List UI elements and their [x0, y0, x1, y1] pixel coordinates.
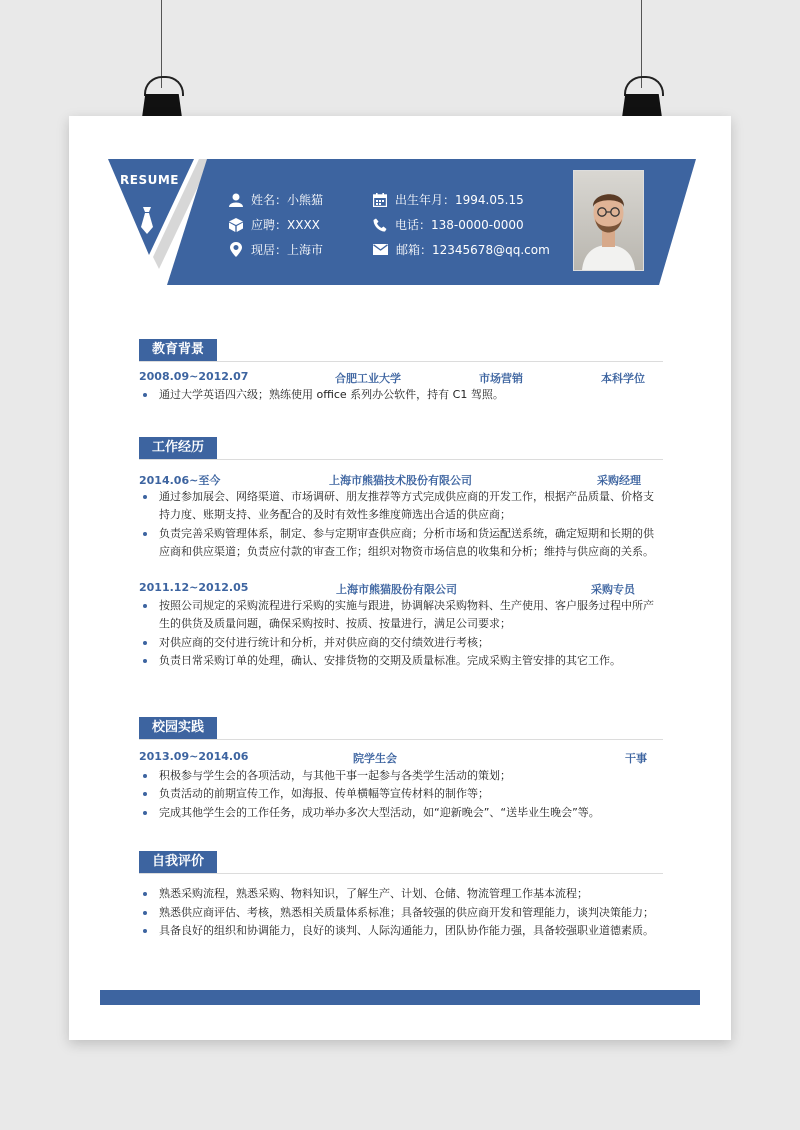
job-bullet: 负责完善采购管理体系，制定、参与定期审查供应商；分析市场和货运配送系统，确定短期和长期的供应商和供应渠道；负责应付款的审查工作；组织对物资市场信息的收集和分析；维持与供应商的关系。	[141, 525, 661, 560]
location-pin-icon	[229, 242, 243, 257]
necktie-icon	[138, 207, 156, 235]
campus-row	[139, 750, 659, 766]
section-title-work: 工作经历	[139, 437, 217, 459]
self-bullet: 具备良好的组织和协调能力，良好的谈判、人际沟通能力，团队协作能力强，具备较强职业道德素质。	[141, 922, 661, 940]
job-position: 采购经理	[597, 474, 641, 487]
info-name	[229, 191, 323, 208]
section-title-campus: 校园实践	[139, 717, 217, 739]
job-date: 2014.06~至今	[139, 474, 221, 487]
name-text: 姓名：小熊猫	[251, 193, 324, 207]
education-major: 市场营销	[479, 372, 523, 385]
info-apply	[229, 216, 320, 233]
campus-date: 2013.09~2014.06	[139, 750, 249, 763]
education-degree: 本科学位	[601, 372, 645, 385]
job-company: 上海市熊猫股份有限公司	[336, 583, 457, 596]
job-position: 采购专员	[591, 583, 635, 596]
campus-org: 院学生会	[353, 752, 397, 765]
job-bullet: 负责日常采购订单的处理，确认、安排货物的交期及质量标准。完成采购主管安排的其它工作。	[141, 652, 661, 670]
education-date: 2008.09~2012.07	[139, 370, 249, 383]
calendar-icon	[373, 193, 387, 207]
education-bullet: 通过大学英语四六级；熟练使用 office 系列办公软件，持有 C1 驾照。	[141, 386, 661, 404]
section-divider	[139, 459, 663, 460]
phone-text: 电话：138-0000-0000	[395, 218, 524, 232]
user-icon	[229, 193, 243, 207]
apply-text: 应聘：XXXX	[251, 218, 320, 232]
campus-bullet: 积极参与学生会的各项活动，与其他干事一起参与各类学生活动的策划；	[141, 767, 661, 785]
education-row	[139, 370, 659, 386]
job-row	[139, 581, 659, 597]
job-bullet: 通过参加展会、网络渠道、市场调研、朋友推荐等方式完成供应商的开发工作，根据产品质量、价格支持力度、账期支持、业务配合的及时有效性多维度筛选出合适的供应商；	[141, 488, 661, 523]
job-row	[139, 472, 659, 488]
info-location	[229, 241, 323, 258]
footer-bar	[100, 990, 700, 1005]
cube-icon	[229, 218, 243, 232]
birth-text: 出生年月：1994.05.15	[395, 193, 524, 207]
campus-role: 干事	[625, 752, 647, 765]
profile-photo	[573, 170, 644, 271]
self-bullet: 熟悉采购流程，熟悉采购、物料知识，了解生产、计划、仓储、物流管理工作基本流程；	[141, 885, 661, 903]
education-school: 合肥工业大学	[335, 372, 401, 385]
info-phone	[373, 216, 524, 233]
section-divider	[139, 739, 663, 740]
section-divider	[139, 361, 663, 362]
info-email	[373, 241, 550, 258]
campus-bullet: 完成其他学生会的工作任务，成功举办多次大型活动，如“迎新晚会”、“送毕业生晚会”等。	[141, 804, 661, 822]
section-divider	[139, 873, 663, 874]
phone-icon	[373, 218, 387, 232]
resume-label: RESUME	[120, 173, 179, 187]
info-birth	[373, 191, 524, 208]
envelope-icon	[373, 244, 388, 255]
self-bullet: 熟悉供应商评估、考核，熟悉相关质量体系标准；具备较强的供应商开发和管理能力，谈判决策能力；	[141, 904, 661, 922]
location-text: 现居：上海市	[251, 243, 324, 257]
job-bullet: 对供应商的交付进行统计和分析，并对供应商的交付绩效进行考核；	[141, 634, 661, 652]
campus-bullet: 负责活动的前期宣传工作，如海报、传单横幅等宣传材料的制作等；	[141, 785, 661, 803]
job-bullet: 按照公司规定的采购流程进行采购的实施与跟进，协调解决采购物料、生产使用、客户服务过程中所产生的供货及质量问题，确保采购按时、按质、按量进行，满足公司要求；	[141, 597, 661, 632]
section-title-self: 自我评价	[139, 851, 217, 873]
job-date: 2011.12~2012.05	[139, 581, 249, 594]
email-text: 邮箱：12345678@qq.com	[396, 243, 550, 257]
section-title-education: 教育背景	[139, 339, 217, 361]
job-company: 上海市熊猫技术股份有限公司	[329, 474, 472, 487]
